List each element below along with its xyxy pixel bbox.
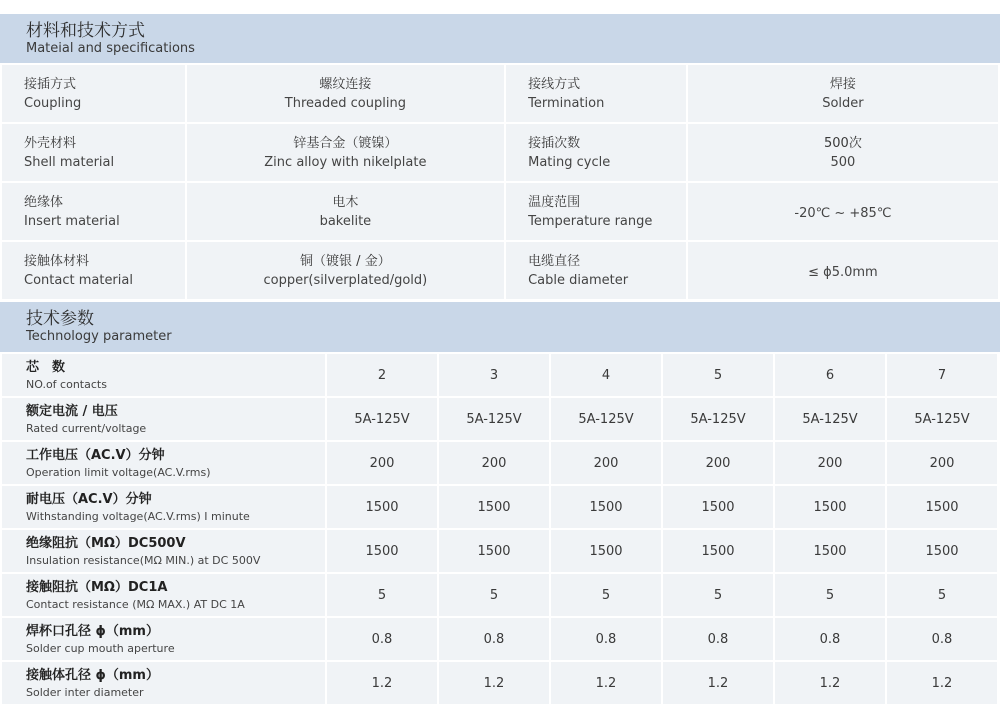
param-value: 0.8 (887, 618, 997, 660)
spec-label: 外壳材料 Shell material (2, 124, 185, 181)
param-value: 6 (775, 354, 885, 396)
param-value: 5 (663, 574, 773, 616)
param-label: 芯 数 NO.of contacts (2, 354, 325, 396)
param-value: 1.2 (663, 662, 773, 704)
param-value: 200 (439, 442, 549, 484)
param-value: 1.2 (551, 662, 661, 704)
param-label: 耐电压（AC.V）分钟 Withstanding voltage(AC.V.rms) I minute (2, 486, 325, 528)
param-label: 接触阻抗（MΩ）DC1A Contact resistance (MΩ MAX.) AT DC 1A (2, 574, 325, 616)
param-value: 1500 (663, 486, 773, 528)
param-value: 200 (551, 442, 661, 484)
spec-value: ≤ ϕ5.0mm (688, 242, 998, 299)
param-value: 1500 (775, 530, 885, 572)
param-value: 1500 (439, 530, 549, 572)
spec-value: 500次 500 (688, 124, 998, 181)
spec-label: 接线方式 Termination (506, 65, 686, 122)
spec-row (2, 242, 998, 299)
param-value: 3 (439, 354, 549, 396)
param-value: 5 (663, 354, 773, 396)
param-value: 5A-125V (551, 398, 661, 440)
param-value: 1.2 (327, 662, 437, 704)
param-value: 7 (887, 354, 997, 396)
param-row (2, 486, 997, 528)
param-value: 5 (887, 574, 997, 616)
param-value: 5A-125V (775, 398, 885, 440)
param-row (2, 530, 997, 572)
param-value: 200 (775, 442, 885, 484)
param-value: 4 (551, 354, 661, 396)
materials-table (0, 63, 1000, 301)
param-value: 1500 (327, 530, 437, 572)
param-value: 0.8 (775, 618, 885, 660)
param-row (2, 442, 997, 484)
param-value: 5 (551, 574, 661, 616)
parameters-table (0, 352, 999, 706)
param-value: 0.8 (327, 618, 437, 660)
param-label: 绝缘阻抗（MΩ）DC500V Insulation resistance(MΩ MIN.) at DC 500V (2, 530, 325, 572)
param-value: 1500 (551, 530, 661, 572)
param-label: 焊杯口孔径 ϕ（mm） Solder cup mouth aperture (2, 618, 325, 660)
parameters-section-header (0, 302, 1000, 352)
spec-label: 接插次数 Mating cycle (506, 124, 686, 181)
spec-label: 接触体材料 Contact material (2, 242, 185, 299)
param-row (2, 662, 997, 704)
param-value: 200 (663, 442, 773, 484)
spec-label: 接插方式 Coupling (2, 65, 185, 122)
param-value: 1.2 (887, 662, 997, 704)
param-value: 5 (775, 574, 885, 616)
param-value: 2 (327, 354, 437, 396)
spec-value: -20℃ ~ +85℃ (688, 183, 998, 240)
param-value: 5A-125V (439, 398, 549, 440)
param-value: 5A-125V (663, 398, 773, 440)
param-value: 1500 (887, 486, 997, 528)
param-label: 额定电流 / 电压 Rated current/voltage (2, 398, 325, 440)
param-value: 1500 (663, 530, 773, 572)
param-value: 200 (887, 442, 997, 484)
spec-row (2, 124, 998, 181)
param-row (2, 398, 997, 440)
param-value: 1500 (551, 486, 661, 528)
spec-label: 电缆直径 Cable diameter (506, 242, 686, 299)
param-value: 1500 (887, 530, 997, 572)
spec-row (2, 65, 998, 122)
spec-row (2, 183, 998, 240)
param-value: 200 (327, 442, 437, 484)
spec-label: 温度范围 Temperature range (506, 183, 686, 240)
param-value: 1500 (439, 486, 549, 528)
param-value: 0.8 (551, 618, 661, 660)
param-value: 1.2 (775, 662, 885, 704)
spec-value: 电木 bakelite (187, 183, 504, 240)
parameters-title-zh: 技术参数 (26, 309, 94, 329)
spec-value: 锌基合金（镀镍） Zinc alloy with nikelplate (187, 124, 504, 181)
materials-section-header (0, 14, 1000, 63)
param-value: 5A-125V (327, 398, 437, 440)
param-row (2, 574, 997, 616)
param-label: 接触体孔径 ϕ（mm） Solder inter diameter (2, 662, 325, 704)
param-value: 0.8 (663, 618, 773, 660)
param-value: 1.2 (439, 662, 549, 704)
param-value: 5A-125V (887, 398, 997, 440)
param-value: 5 (327, 574, 437, 616)
materials-title-en: Mateial and specifications (26, 41, 195, 56)
param-value: 1500 (327, 486, 437, 528)
spec-value: 螺纹连接 Threaded coupling (187, 65, 504, 122)
spec-value: 铜（镀银 / 金） copper(silverplated/gold) (187, 242, 504, 299)
materials-title-zh: 材料和技术方式 (26, 21, 145, 41)
param-label: 工作电压（AC.V）分钟 Operation limit voltage(AC.V.rms) (2, 442, 325, 484)
spec-label: 绝缘体 Insert material (2, 183, 185, 240)
param-row (2, 354, 997, 396)
param-value: 0.8 (439, 618, 549, 660)
spec-value: 焊接 Solder (688, 65, 998, 122)
param-value: 1500 (775, 486, 885, 528)
param-row (2, 618, 997, 660)
param-value: 5 (439, 574, 549, 616)
parameters-title-en: Technology parameter (26, 329, 172, 344)
